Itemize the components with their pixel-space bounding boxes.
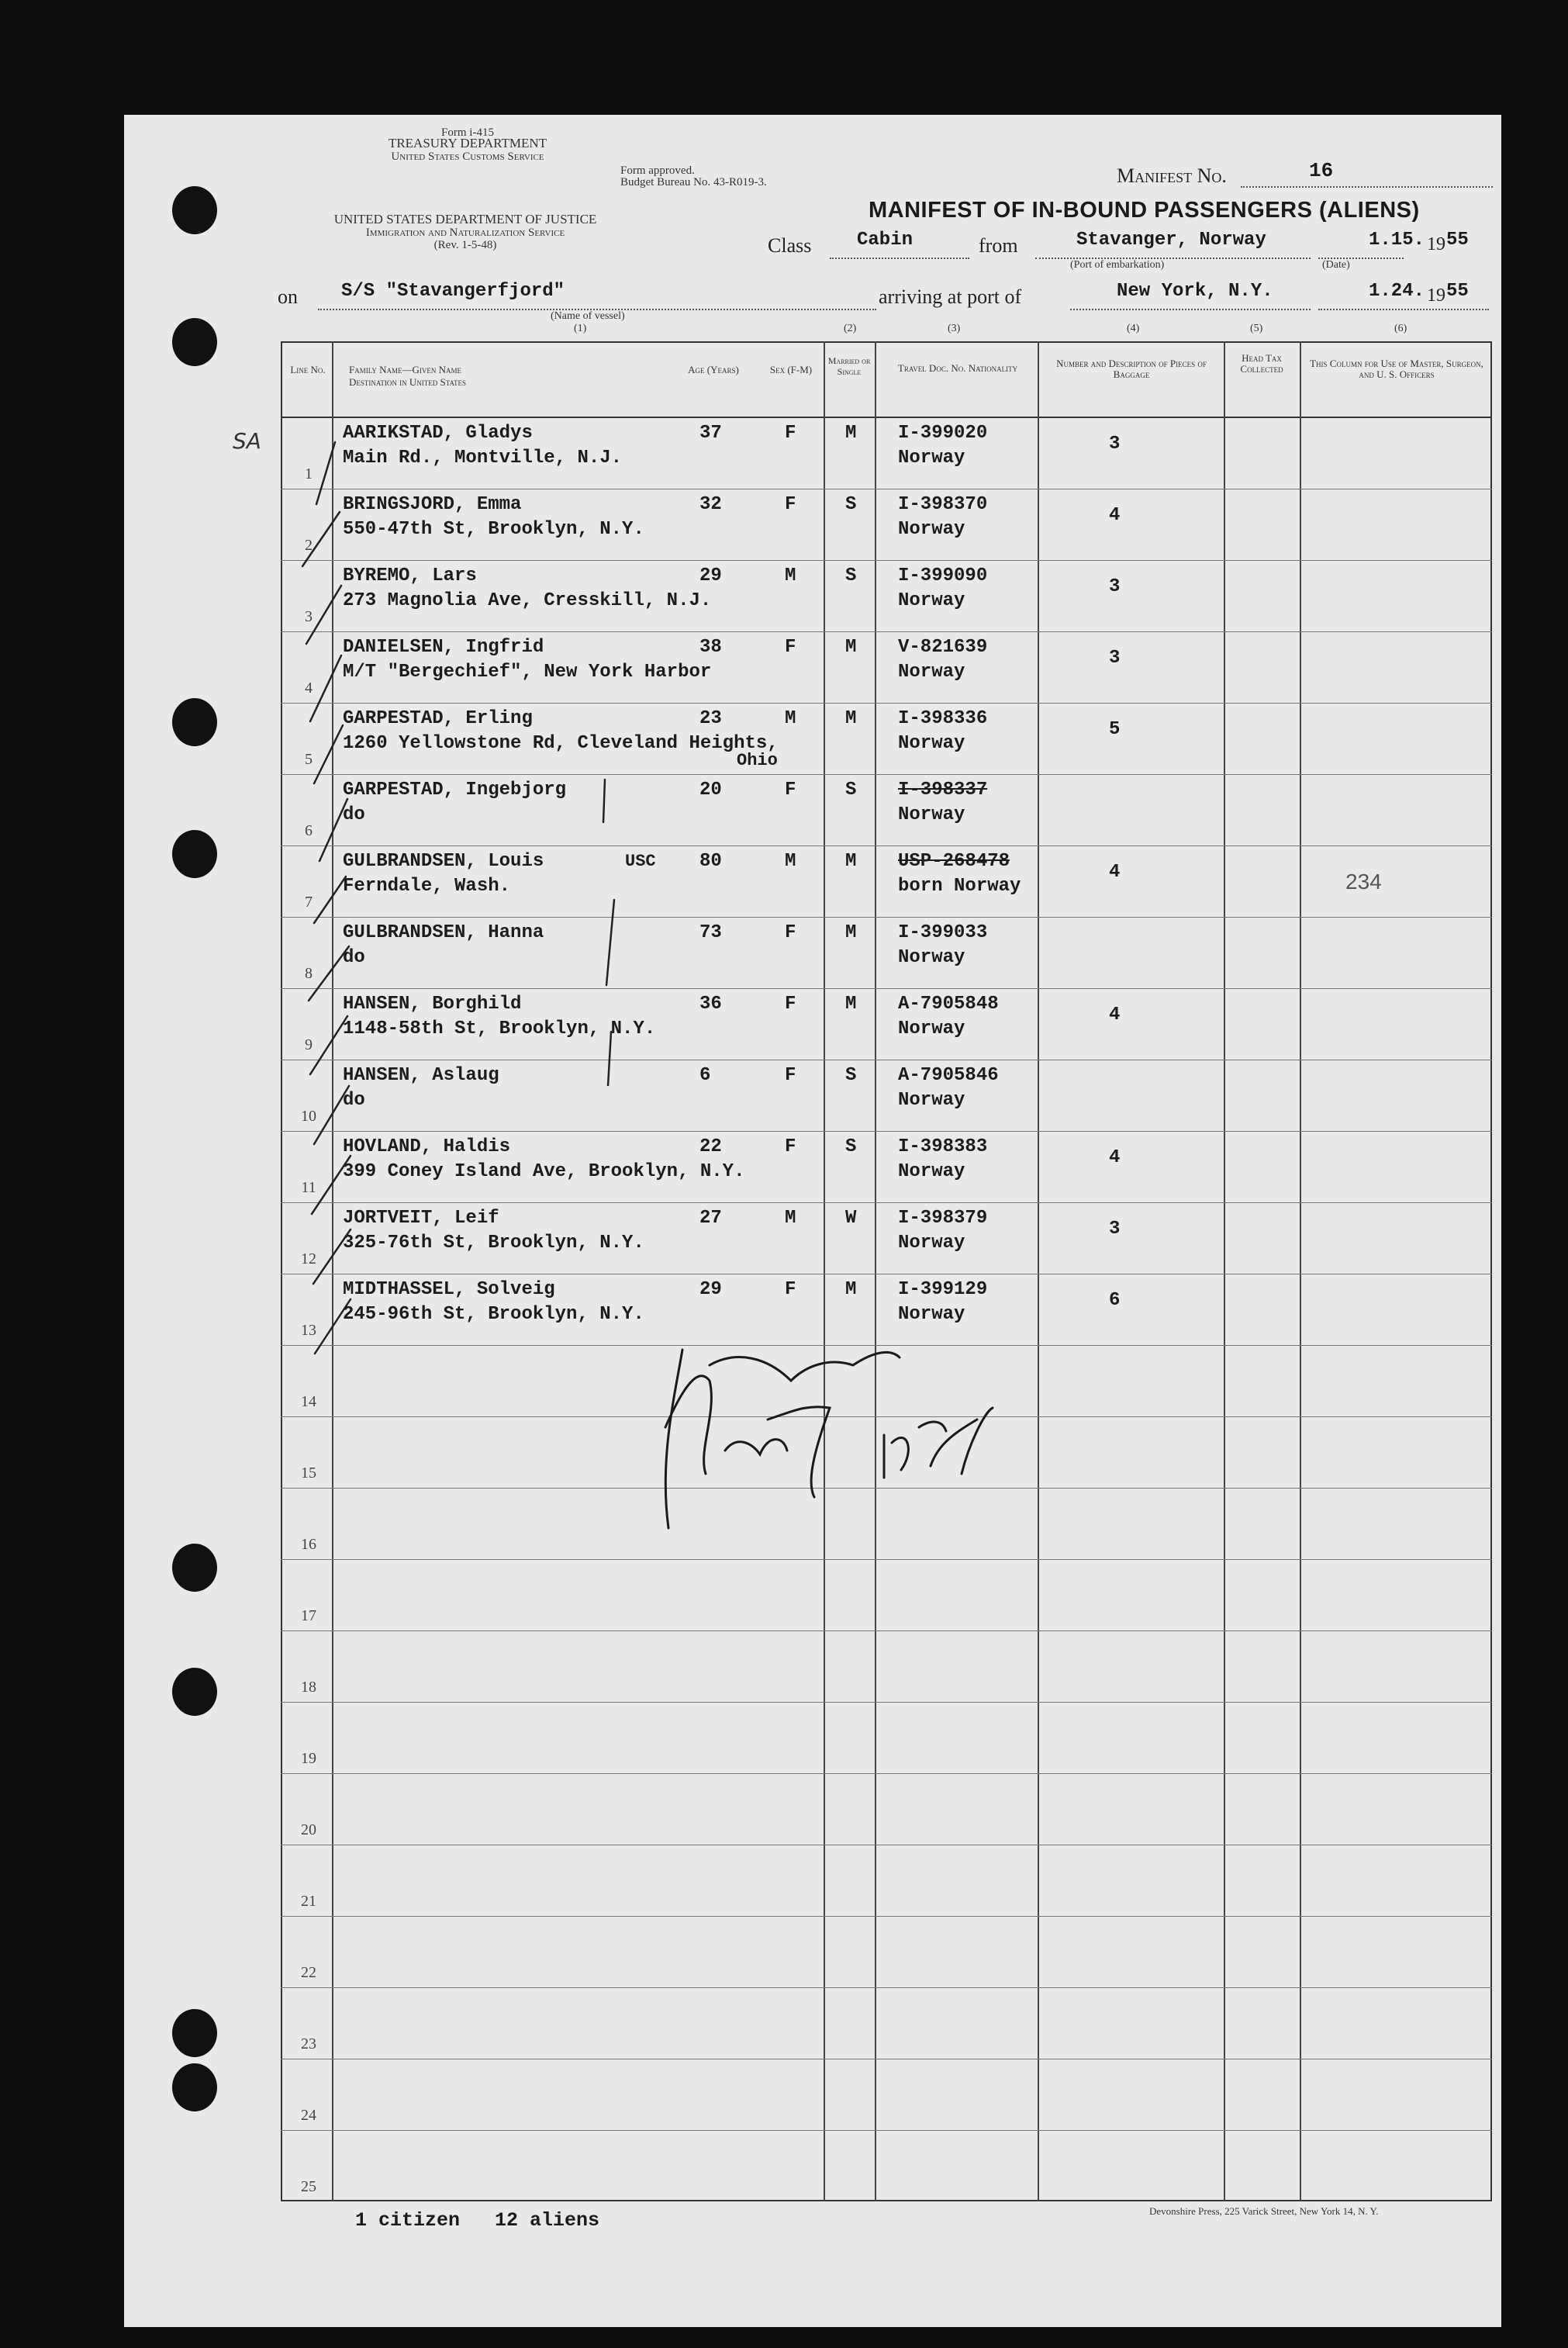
row-sex: F	[785, 994, 796, 1015]
binder-hole	[172, 830, 217, 878]
row-rule	[281, 1916, 1492, 1917]
line-number: 16	[301, 1536, 316, 1553]
row-sex: F	[785, 922, 796, 943]
col-sep	[1038, 341, 1039, 2201]
row-sex: M	[785, 1208, 796, 1229]
row-nat: Norway	[898, 448, 965, 469]
row-age: 6	[699, 1065, 711, 1086]
row-rule	[281, 1702, 1492, 1703]
row-name: HANSEN, Aslaug	[343, 1065, 499, 1086]
row-nat: Norway	[898, 733, 965, 754]
line-number: 1	[305, 465, 313, 482]
treasury-dept: TREASURY DEPARTMENT	[388, 136, 547, 150]
row-bag: 4	[1109, 1005, 1121, 1025]
header-sex: Sex (F-M)	[769, 364, 813, 375]
header-bottom-rule	[281, 417, 1492, 418]
row-name: JORTVEIT, Leif	[343, 1208, 499, 1229]
row-sex: M	[785, 565, 796, 586]
row-rule	[281, 1559, 1492, 1560]
row-bag: 3	[1109, 648, 1121, 669]
line-number: 23	[301, 2035, 316, 2052]
arrival-date-line	[1318, 309, 1489, 310]
header-officers-column: This Column for Use of Master, Surgeon, and U. S. Officers	[1310, 358, 1483, 380]
row-nat: Norway	[898, 1090, 965, 1111]
row-dest: 550-47th St, Brooklyn, N.Y.	[343, 519, 644, 540]
class-line	[830, 258, 969, 259]
form-revision: (Rev. 1-5-48)	[433, 239, 497, 251]
row-rule	[281, 1131, 1492, 1132]
row-dest: M/T "Bergechief", New York Harbor	[343, 662, 712, 683]
row-doc: I-399129	[898, 1279, 988, 1300]
row-sex: F	[785, 1279, 796, 1300]
row-ms: M	[845, 922, 857, 943]
line-number: 5	[305, 751, 313, 768]
line-number: 9	[305, 1036, 313, 1053]
row-dest: 399 Coney Island Ave, Brooklyn, N.Y.	[343, 1161, 745, 1182]
binder-hole	[172, 2009, 217, 2057]
row-ms: S	[845, 1136, 857, 1157]
row-doc: A-7905848	[898, 994, 999, 1015]
binder-hole	[172, 1544, 217, 1592]
col-sep	[875, 341, 876, 2201]
row-rule	[281, 703, 1492, 704]
header-line-no: Line No.	[290, 364, 326, 375]
row-ms: M	[845, 423, 857, 444]
arrival-year-suffix: 55	[1446, 281, 1469, 302]
row-bag: 4	[1109, 505, 1121, 526]
row-name: BYREMO, Lars	[343, 565, 477, 586]
row-age: 29	[699, 565, 722, 586]
row-rule	[281, 774, 1492, 775]
row-sex: F	[785, 423, 796, 444]
line-number: 6	[305, 822, 313, 839]
line-number: 8	[305, 965, 313, 982]
row-doc: A-7905846	[898, 1065, 999, 1086]
row-nat: Norway	[898, 1304, 965, 1325]
row-rule	[281, 1630, 1492, 1631]
row-ms: M	[845, 851, 857, 872]
class-value: Cabin	[857, 230, 914, 251]
departure-year-printed: 19	[1427, 234, 1445, 254]
row-dest: 1148-58th St, Brooklyn, N.Y.	[343, 1018, 656, 1039]
row-age: 37	[699, 423, 722, 444]
row-dest: do	[343, 1090, 365, 1111]
row-rule	[281, 560, 1492, 561]
class-label: Class	[768, 234, 812, 257]
row-sex: F	[785, 1136, 796, 1157]
row-rule	[281, 1773, 1492, 1774]
row-age: 36	[699, 994, 722, 1015]
line-number: 20	[301, 1821, 316, 1838]
row-name: GARPESTAD, Erling	[343, 708, 533, 729]
binder-hole	[172, 1668, 217, 1716]
row-dest: Ferndale, Wash.	[343, 876, 511, 897]
row-name: GULBRANDSEN, Hanna	[343, 922, 544, 943]
row-bag: 3	[1109, 576, 1121, 597]
binder-hole	[172, 318, 217, 366]
line-number: 11	[301, 1179, 316, 1196]
manifest-no-line	[1241, 186, 1493, 188]
line-number: 18	[301, 1679, 316, 1696]
line-number: 24	[301, 2107, 316, 2124]
col-2-caption: (2)	[844, 323, 857, 334]
col-5-caption: (5)	[1250, 323, 1263, 334]
header-baggage: Number and Description of Pieces of Baggage	[1056, 358, 1207, 380]
row-rule	[281, 917, 1492, 918]
manifest-title: MANIFEST OF IN-BOUND PASSENGERS (ALIENS)	[869, 198, 1420, 223]
row-sex: F	[785, 780, 796, 801]
line-number: 14	[301, 1393, 316, 1410]
row-sex: F	[785, 1065, 796, 1086]
arrival-year-printed: 19	[1427, 285, 1445, 306]
row-nat: Norway	[898, 590, 965, 611]
row-usc: USC	[625, 852, 656, 871]
row-rule	[281, 1202, 1492, 1203]
col-sep	[1300, 341, 1301, 2201]
row-bag: 4	[1109, 862, 1121, 883]
row-nat: Norway	[898, 947, 965, 968]
form-approved: Form approved.	[620, 164, 695, 177]
justice-dept: UNITED STATES DEPARTMENT OF JUSTICE	[333, 212, 597, 227]
row-ms: S	[845, 780, 857, 801]
header-destination: Destination in United States	[349, 376, 467, 388]
row-rule	[281, 988, 1492, 989]
manifest-no-label: Manifest No.	[1117, 164, 1227, 187]
row-ms: S	[845, 494, 857, 515]
row-rule	[281, 845, 1492, 846]
pen-strokes	[589, 776, 667, 1086]
col-6-caption: (6)	[1394, 323, 1407, 334]
row-doc: I-398379	[898, 1208, 988, 1229]
binder-hole	[172, 698, 217, 746]
row-nat: Norway	[898, 1018, 965, 1039]
line-number: 4	[305, 680, 313, 697]
line-number: 25	[301, 2178, 316, 2195]
row-dest: 245-96th St, Brooklyn, N.Y.	[343, 1304, 644, 1325]
line-number: 7	[305, 894, 313, 911]
col-4-caption: (4)	[1127, 323, 1140, 334]
arrival-port: New York, N.Y.	[1117, 281, 1273, 302]
row-doc: USP-268478	[898, 851, 1010, 872]
row-name: BRINGSJORD, Emma	[343, 494, 522, 515]
on-label: on	[278, 285, 298, 308]
row-bag: 6	[1109, 1290, 1121, 1311]
row-dest: 1260 Yellowstone Rd, Cleveland Heights,	[343, 733, 779, 754]
row-doc: I-398337	[898, 780, 988, 801]
col-3-caption: (3)	[948, 323, 961, 334]
form-number: Form i-415	[441, 126, 494, 139]
row-ms: M	[845, 1279, 857, 1300]
header-head-tax: Head Tax Collected	[1240, 352, 1283, 375]
from-value: Stavanger, Norway	[1076, 230, 1266, 251]
row-officer: 234	[1345, 870, 1382, 894]
line-number: 3	[305, 608, 313, 625]
row-rule	[281, 1987, 1492, 1988]
row-doc: I-399033	[898, 922, 988, 943]
vessel-name: S/S "Stavangerfjord"	[341, 281, 565, 302]
binder-hole	[172, 2063, 217, 2111]
departure-date-prefix: 1.15.	[1369, 230, 1425, 251]
row-doc: V-821639	[898, 637, 988, 658]
row-sex: F	[785, 494, 796, 515]
row-nat: Norway	[898, 1233, 965, 1254]
row-age: 29	[699, 1279, 722, 1300]
row-ms: W	[845, 1208, 857, 1229]
signature-scrawl	[651, 1334, 1024, 1536]
margin-note: SA	[233, 428, 261, 454]
row-name: HOVLAND, Haldis	[343, 1136, 511, 1157]
row-dest: do	[343, 804, 365, 825]
row-age: 80	[699, 851, 722, 872]
row-nat: Norway	[898, 519, 965, 540]
header-married: Married or Single	[827, 355, 871, 377]
row-nat: born Norway	[898, 876, 1021, 897]
vessel-caption: (Name of vessel)	[551, 310, 625, 322]
date-caption: (Date)	[1322, 259, 1350, 271]
row-name: HANSEN, Borghild	[343, 994, 522, 1015]
customs-service: United States Customs Service	[391, 150, 544, 163]
line-number: 10	[301, 1108, 316, 1125]
arrival-port-line	[1070, 309, 1311, 310]
row-bag: 4	[1109, 1147, 1121, 1168]
line-number: 21	[301, 1893, 316, 1910]
row-dest: 325-76th St, Brooklyn, N.Y.	[343, 1233, 644, 1254]
binder-hole	[172, 186, 217, 234]
row-ms: S	[845, 565, 857, 586]
row-nat: Norway	[898, 1161, 965, 1182]
row-age: 22	[699, 1136, 722, 1157]
printer-credit: Devonshire Press, 225 Varick Street, New York 14, N. Y.	[1149, 2205, 1379, 2217]
row-dest: do	[343, 947, 365, 968]
departure-year-suffix: 55	[1446, 230, 1469, 251]
row-ms: M	[845, 708, 857, 729]
table-frame	[281, 341, 1492, 2201]
line-number: 19	[301, 1750, 316, 1767]
line-number: 22	[301, 1964, 316, 1981]
row-doc: I-398336	[898, 708, 988, 729]
row-dest2: Ohio	[737, 751, 778, 770]
manifest-no-value: 16	[1309, 159, 1334, 182]
port-embarkation-caption: (Port of embarkation)	[1070, 259, 1165, 271]
line-number: 12	[301, 1250, 316, 1267]
line-number: 17	[301, 1607, 316, 1624]
row-ms: M	[845, 637, 857, 658]
col-1-caption: (1)	[574, 323, 587, 334]
row-sex: F	[785, 637, 796, 658]
header-name: Family Name—Given Name	[349, 364, 461, 375]
row-bag: 3	[1109, 434, 1121, 455]
col-sep	[1224, 341, 1225, 2201]
row-name: GULBRANDSEN, Louis	[343, 851, 544, 872]
row-age: 38	[699, 637, 722, 658]
row-age: 32	[699, 494, 722, 515]
row-name: AARIKSTAD, Gladys	[343, 423, 533, 444]
row-age: 73	[699, 922, 722, 943]
row-age: 20	[699, 780, 722, 801]
row-doc: I-398383	[898, 1136, 988, 1157]
arrival-date-prefix: 1.24.	[1369, 281, 1425, 302]
row-sex: M	[785, 708, 796, 729]
row-dest: Main Rd., Montville, N.J.	[343, 448, 623, 469]
row-age: 27	[699, 1208, 722, 1229]
row-nat: Norway	[898, 662, 965, 683]
row-doc: I-399090	[898, 565, 988, 586]
row-doc: I-398370	[898, 494, 988, 515]
line-number: 13	[301, 1322, 316, 1339]
row-age: 23	[699, 708, 722, 729]
row-name: MIDTHASSEL, Solveig	[343, 1279, 555, 1300]
row-name: GARPESTAD, Ingebjorg	[343, 780, 567, 801]
row-sex: M	[785, 851, 796, 872]
row-bag: 5	[1109, 719, 1121, 740]
from-label: from	[979, 234, 1018, 257]
line-number: 15	[301, 1464, 316, 1482]
row-nat: Norway	[898, 804, 965, 825]
row-rule	[281, 631, 1492, 632]
header-travel-doc: Travel Doc. No. Nationality	[897, 362, 1018, 374]
row-ms: S	[845, 1065, 857, 1086]
col-sep	[824, 341, 825, 2201]
row-ms: M	[845, 994, 857, 1015]
arriving-label: arriving at port of	[879, 285, 1022, 308]
header-age: Age (Years)	[688, 364, 739, 375]
footer-summary: 1 citizen 12 aliens	[355, 2209, 600, 2232]
row-rule	[281, 2130, 1492, 2131]
row-dest: 273 Magnolia Ave, Cresskill, N.J.	[343, 590, 712, 611]
row-name: DANIELSEN, Ingfrid	[343, 637, 544, 658]
line-number: 2	[305, 537, 313, 554]
tick-marks	[279, 419, 372, 1365]
row-doc: I-399020	[898, 423, 988, 444]
ins-service: Immigration and Naturalization Service	[365, 227, 565, 239]
budget-bureau: Budget Bureau No. 43-R019-3.	[620, 176, 767, 188]
row-bag: 3	[1109, 1219, 1121, 1240]
